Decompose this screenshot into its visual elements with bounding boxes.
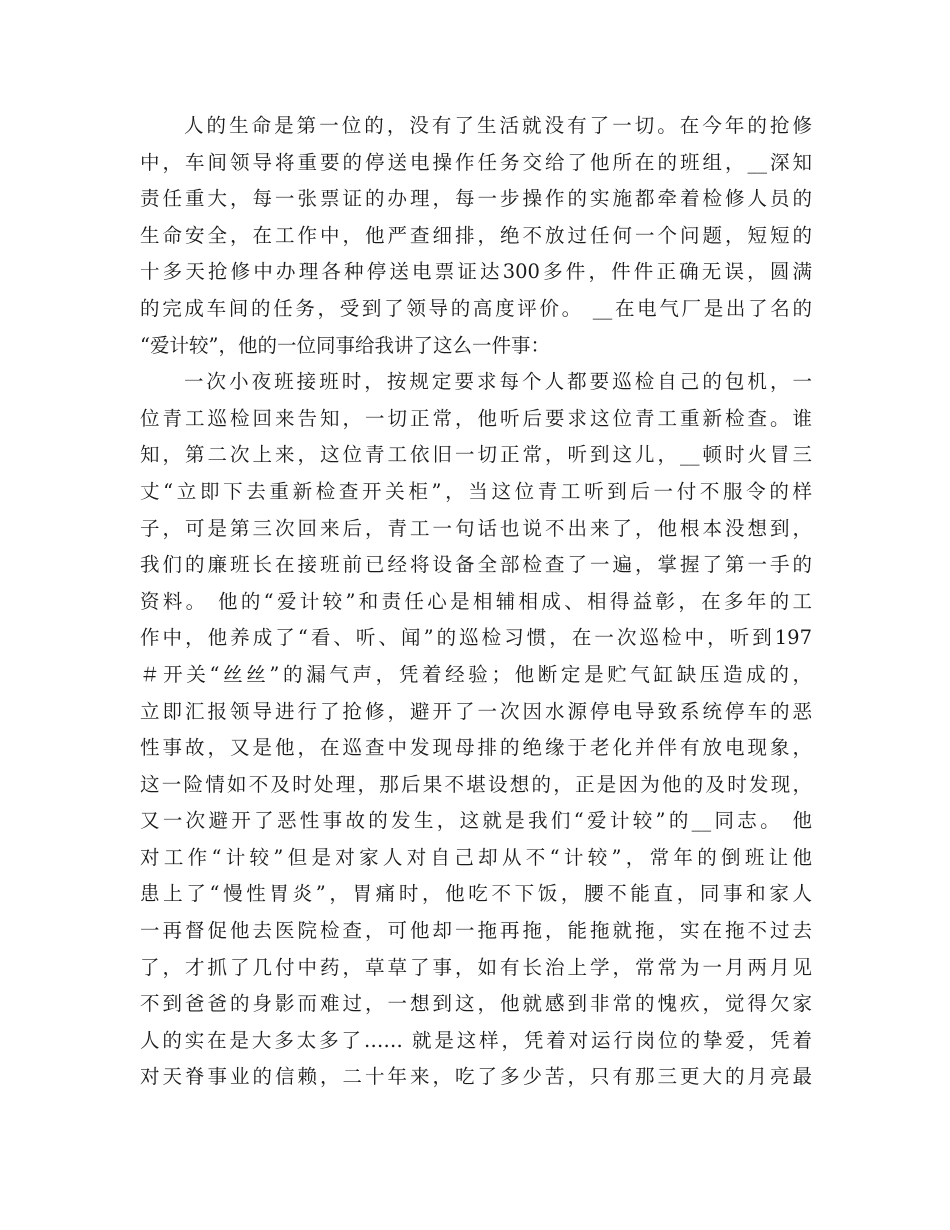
- paragraph-1-line-5: 十多天抢修中办理各种停送电票证达300多件，件件正确无误，圆满: [140, 260, 812, 284]
- body-text: [140, 108, 812, 1096]
- paragraph-2-line-8: 作中，他养成了“看、听、闻”的巡检习惯，在一次巡检中，听到197: [140, 626, 812, 650]
- paragraph-2-line-17: 了，才抓了几付中药，草草了事，如有长治上学，常常为一月两月见: [140, 955, 812, 979]
- paragraph-1-line-2: 中，车间领导将重要的停送电操作任务交给了他所在的班组，__深知: [140, 150, 812, 174]
- paragraph-1-line-4: 生命安全，在工作中，他严查细排，绝不放过任何一个问题，短短的: [140, 223, 812, 247]
- paragraph-1-line-7: “爱计较”，他的一位同事给我讲了这么一件事：: [140, 333, 550, 357]
- paragraph-2-line-13: 又一次避开了恶性事故的发生，这就是我们“爱计较”的__同志。 他: [140, 809, 812, 833]
- paragraph-2-line-6: 我们的廉班长在接班前已经将设备全部检查了一遍，掌握了第一手的: [140, 553, 812, 577]
- paragraph-2-line-20: 对天脊事业的信赖，二十年来，吃了多少苦，只有那三更大的月亮最: [140, 1065, 812, 1089]
- paragraph-2-line-7: 资料。 他的“爱计较”和责任心是相辅相成、相得益彰，在多年的工: [140, 589, 812, 613]
- paragraph-2-line-5: 子，可是第三次回来后，青工一句话也说不出来了，他根本没想到，: [140, 516, 812, 540]
- paragraph-1-line-1: 人的生命是第一位的，没有了生活就没有了一切。在今年的抢修: [184, 114, 812, 137]
- paragraph-2-line-10: 立即汇报领导进行了抢修，避开了一次因水源停电导致系统停车的恶: [140, 699, 812, 723]
- paragraph-2-line-12: 这一险情如不及时处理，那后果不堪设想的，正是因为他的及时发现，: [140, 772, 812, 796]
- paragraph-2-line-4: 丈“立即下去重新检查开关柜”，当这位青工听到后一付不服令的样: [140, 479, 812, 503]
- paragraph-1-line-6: 的完成车间的任务，受到了领导的高度评价。 __在电气厂是出了名的: [140, 296, 812, 320]
- paragraph-2-line-3: 知，第二次上来，这位青工依旧一切正常，听到这儿，__顿时火冒三: [140, 443, 812, 467]
- paragraph-2-line-14: 对工作“计较”但是对家人对自己却从不“计较”，常年的倒班让他: [140, 845, 812, 869]
- paragraph-2-line-9: ＃开关“丝丝”的漏气声，凭着经验；他断定是贮气缸缺压造成的，: [140, 662, 812, 686]
- paragraph-2-line-18: 不到爸爸的身影而难过，一想到这，他就感到非常的愧疚，觉得欠家: [140, 992, 812, 1016]
- paragraph-2-line-19: 人的实在是大多太多了…… 就是这样，凭着对运行岗位的挚爱，凭着: [140, 1028, 812, 1052]
- paragraph-2-line-2: 位青工巡检回来告知，一切正常，他听后要求这位青工重新检查。谁: [140, 406, 812, 430]
- paragraph-1-line-3: 责任重大，每一张票证的办理，每一步操作的实施都牵着检修人员的: [140, 187, 812, 211]
- paragraph-2-line-1: 一次小夜班接班时，按规定要求每个人都要巡检自己的包机，一: [184, 370, 812, 394]
- paragraph-2-line-15: 患上了“慢性胃炎”，胃痛时，他吃不下饭，腰不能直，同事和家人: [140, 882, 812, 906]
- paragraph-2-line-11: 性事故，又是他，在巡查中发现母排的绝缘于老化并伴有放电现象，: [140, 736, 812, 760]
- paragraph-2-line-16: 一再督促他去医院检查，可他却一拖再拖，能拖就拖，实在拖不过去: [140, 919, 812, 943]
